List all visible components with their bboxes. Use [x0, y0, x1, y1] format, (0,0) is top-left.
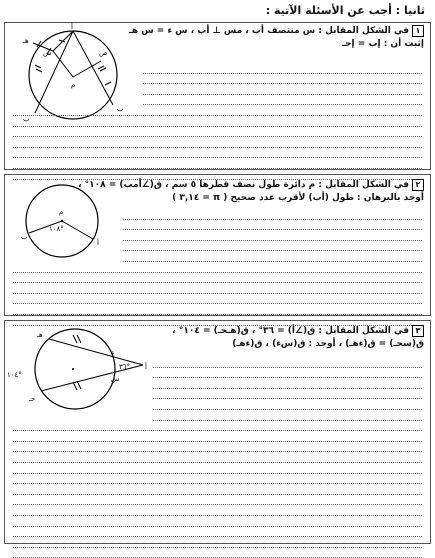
question-3-box — [4, 320, 431, 544]
question-3-line-2: ق(سحـ) = ق(ءهـ) ، أوجد : ق(سء) ، ق(ءهـ) — [232, 339, 424, 349]
question-2-line-2: أوجد بالبرهان : طول (أب) لأقرب عدد صحيح ( π = ٣,١٤ ) — [172, 193, 424, 203]
section-heading: ثانيا : أجب عن الأسئلة الآتية : — [265, 4, 425, 17]
question-2-line-1: في الشكل المقابل : م دائرة طول نصف قطرها ٥ سم ، ق(∠أمب) = ١٠٨° ، — [78, 180, 409, 190]
q1-label-e: هـ — [23, 37, 29, 45]
q3-label-s: س — [111, 375, 120, 383]
q3-label-angle: ٣٦° — [119, 363, 131, 371]
q3-label-d: ء — [111, 349, 115, 357]
q2-label-a: أ — [97, 239, 99, 247]
q2-label-center: م — [59, 208, 64, 216]
q2-label-b: ب — [21, 233, 28, 241]
q2-label-angle: ١٠٨° — [49, 225, 64, 233]
q1-label-a: أ — [71, 23, 73, 31]
question-1-box — [4, 22, 431, 170]
question-1-answer-lines — [13, 63, 422, 180]
question-2-text — [78, 179, 424, 205]
q3-label-h: هـ — [37, 331, 43, 339]
question-1-line-2: إثبت أن : إب = إحـ — [341, 39, 424, 49]
q1-label-c: س — [43, 49, 52, 57]
question-3-line-1: في الشكل المقابل : ق(∠أ) = ٣٦° ، ق(هـحـ) = ١٠٤° ، — [172, 326, 409, 336]
q3-label-a: أ — [145, 363, 147, 371]
q1-label-d: م — [71, 81, 76, 89]
q3-label-c: حـ — [29, 395, 36, 403]
q1-label-b: ب — [23, 115, 30, 123]
question-3-answer-lines — [13, 357, 422, 558]
q1-label-g: ب — [117, 105, 124, 113]
question-3-text — [172, 325, 424, 351]
question-3-number: ٣ — [412, 325, 424, 337]
q1-label-f: ص — [99, 49, 108, 57]
question-1-line-1: في الشكل المقابل : س منتصف أب ، مس ⊥ أب ، س ء = س هـ — [128, 26, 409, 36]
question-1-number: ١ — [412, 25, 424, 37]
question-1-text — [129, 25, 424, 51]
question-2-answer-lines — [13, 209, 422, 326]
q3-label-arc: ١٠٤° — [7, 371, 22, 379]
question-2-box — [4, 174, 431, 316]
question-2-number: ٢ — [412, 179, 424, 191]
